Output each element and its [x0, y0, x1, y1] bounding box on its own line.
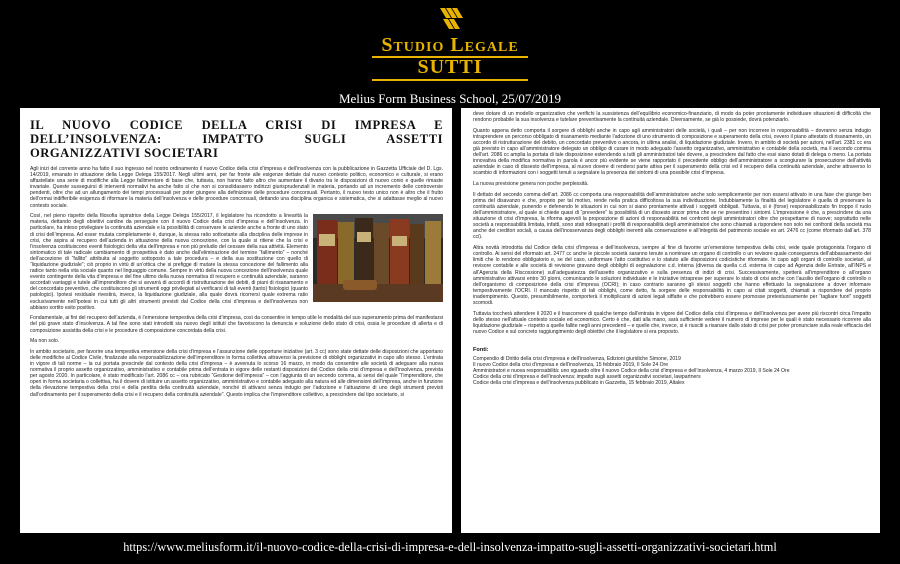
article-paragraph: Così, nel pieno rispetto della filosofia ispiratrice della Legge Delega 155/2017, il legislatore ha ricondotto a linearità la materia, dettando degli obiettivi cardine da perseguire con il nuovo Codice della crisi d’impresa e dell’insolvenza. In particolare, ha inteso privilegiare la continuità aziendale e la possibilità di conservare le aziende anche a fronte di uno stato di crisi dell’impresa. Ad esser mutata completamente è, dunque, la stessa ratio sottostante alla disciplina delle imprese in crisi, che aspira al recupero dell’azienda in attuazione della nuova concezione, con la quale si ritiene che la crisi e l’insolvenza costituiscono eventi fisiologici della vita dell’impresa e non più preludio del cessare della sua attività. Elemento sintomatico di tale radicale cambiamento di prospettiva è dato anche dall’eliminazione del termine “fallimento” – nonché dell’accezione di “fallito” attribuita al soggetto sottoposto a tale procedura – e della sua sostituzione con quello di “liquidazione giudiziale”; ciò proprio in virtù di un’ottica che si prefigge di mutare la stessa concezione del fallimento alla radice tanto nella vita sociale quanto nel linguaggio comune. Sempre in virtù della nuova concezione dell’insolvenza quale evento contingente della vita d’impresa e del fine ultimo della nuova normativa di recupero e continuità aziendale, saranno accordati vantaggi e tutele all’imprenditore che si avvarrà di accordi di ristrutturazione dei debiti, di piani di risanamento e del concordato preventivo, che costituiscono gli strumenti oggi privilegiati al verificarsi di tali eventi (tanto) fisiologici (quanto patologici). Ipotesi residuale rivestirà, invece, la liquidazione giudiziale, alla quale dovrà ricorrersi quale extrema ratio esclusivamente nell’ipotesi in cui tutti gli altri strumenti previsti dal Codice della crisi d’impresa e dell’insolvenza non abbiano sortito esito positivo.	[30, 213, 308, 311]
law-books-photo	[313, 214, 443, 302]
article-paragraph: Altra novità introdotta dal Codice della crisi d’impresa e dell’insolvenza, sempre al fine di favorire un’emersione tempestiva della crisi, vede quale protagonista l’organo di controllo. Ai sensi del riformato art. 2477 cc anche le piccole società saranno tenute a nominare un organo di controllo o un revisore quale conseguenza dell’abbassamento dei limiti che lo rendono obbligatorio e, se del caso, uniformare l’atto costitutivo e lo statuto alle disposizioni codicistiche riformate. In capo agli organi di controllo societari, al revisore contabile e alle società di revisione gravano degli obblighi di segnalazione c.d. interna (diversa da quella c.d. esterna in capo ad Agenzia delle Entrate, all’INPS e all’Agenzia della Riscossione) sull’adeguatezza dell’assetto organizzativo e sulla presenza di indizi di crisi. Successivamente, spetterà all’imprenditore o all’organo amministrativo attivarsi entro 30 giorni, comunicando le soluzioni individuate e le iniziative intraprese per superare lo stato di crisi anche con l’ausilio dell’organo di controllo o dell’organismo di composizione della crisi d’impresa (OCRI); in caso contrario saranno gli stessi soggetti che hanno effettuato la segnalazione a dover informare tempestivamente l’OCRI. Il mancato rispetto di tali obblighi, come detto, fa sorgere delle responsabilità in capo ai citati soggetti, chiamati a rispondere del proprio inadempimento. Questo, presumibilmente, comporterà il moltiplicarsi di azioni legali siffatte e che potrebbero essere promosse pretestuosamente per “tagliare fuori” soggetti scomodi.	[473, 245, 871, 306]
article-paragraph: Quanto appena detto comporta il sorgere di obblighi anche in capo agli amministratori delle società, i quali – per non incorrere in responsabilità – dovranno senza indugio intraprendere un percorso obbligato di risanamento mediante l’adozione di uno strumento di composizione e superamento della crisi, ovvero il piano attestato di risanamento, un accordo di ristrutturazione del debito, un concordato preventivo o ancora, in ultima analisi, di liquidazione giudiziale. Invero, in ambito di società per azioni, nell’art. 2381 cc era già previsto in capo all’amministratore delegato un obbligo di curare in modo adeguato l’assetto organizzativo, amministrativo e contabile della società, ma il secondo comma dell’art. 2086 cc amplia la portata di tale disposizione estendendo a tutti gli amministratori tale dovere, a prescindere dal fatto che essi siano dotati di delega o meno. La portata innovativa della modifica normativa in parola è ancor più evidente se viene rapportato il precedente obbligo dell’amministratore a scongiurare la prosecuzione dell’attività aziendale in caso di dissesto dell’impresa, al nuovo dovere di rendersi parte attiva per il superamento della crisi ed il recupero della continuità aziendale, anche attraverso lo scambio di informazioni con i soggetti tenuti a segnalare la presenza dei sintomi di una possibile crisi d’impresa.	[473, 127, 871, 177]
brand-surname: SUTTI	[417, 56, 483, 78]
source-item: Codice della crisi d’impresa e dell’insolvenza pubblicato in Gazzetta, 15 febbraio 2019, Altalex	[473, 380, 685, 387]
source-item: Amministratori e nuova responsabilità: uno sguardo oltre il nuovo Codice della crisi d’impresa e dell’insolvenza, 4 marzo 2019, Il Sole 24 Ore	[473, 368, 790, 375]
page-subtitle: Melius Form Business School, 25/07/2019	[338, 91, 562, 106]
article-paragraph: La nuova previsione genera non poche perplessità.	[473, 181, 589, 188]
article-paragraph: Fondamentale, ai fini del recupero dell’azienda, è l’emersione tempestiva della crisi d’impresa, così da consentire in tempo utile le modalità del suo superamento prima del manifestarsi del più grave stato d’insolvenza. A tal fine sono stati introdotti sia nuovo degli istituti che favoriscono la denuncia e soluzione dello stato di crisi, ossia le procedure di allerta e di composizione assistita della crisi e le procedure di composizione concordata della crisi.	[30, 315, 443, 334]
article-paragraph: Ma non solo.	[30, 338, 60, 345]
studio-logo-icon	[437, 6, 463, 32]
source-item: Compendio di Diritto della crisi d’impresa e dell’insolvenza, Edizioni giuridiche Simone, 2019	[473, 356, 681, 363]
brand-name: Studio Legale	[381, 34, 519, 56]
article-paragraph: Agli inizi del corrente anno ha fatto il suo ingresso nel nostro ordinamento il nuovo Codice della crisi d’impresa e dell’insolvenza con la pubblicazione in Gazzetta Ufficiale del D. Lgs. 14/2019, emanato in attuazione della Legge Delega 155/2017. Negli ultimi anni, per far fronte alle esigenze dettate dal nuovo contesto politico, economico e culturale, si erano affastellate una serie di modifiche alla Legge fallimentare di base che, tuttavia, non hanno fatto altro che aumentare il divario tra le disposizioni di nuovo conio e quelle rimaste invariate. Queste susseguirsi di interventi normativi ha anche fatto sì che non si consolidassero indirizzi giurisprudenziali in materia, portando ad un incremento delle controversie pendenti, oltre che ad un allungamento dei tempi processuali per poter giungere alla definizione delle procedure concorsuali. Pertanto, il nuovo testo unico non è altro che il frutto dell’ormai indifferibile esigenza di riformare la materia dell’insolvenza e delle procedure concorsuali, dettando una disciplina organica e sistematica, che si adattasse meglio al nuovo contesto sociale.	[30, 166, 443, 209]
sources-heading: Fonti:	[473, 347, 489, 354]
article-paragraph: deve dotare di un modello organizzativo che verifichi la sussistenza dell’equilibrio economico-finanziario, di modo da poter prontamente individuare situazioni di difficoltà che rendono probabile la sua insolvenza e tutelare preventivamente la continuità aziendale. Diversamente, se già lo possiede, dovrà potenziarlo.	[473, 111, 871, 124]
source-item: Codice della crisi d’impresa e dell’insolvenza: impatto sugli assetti organizzativi societari, lawpartners	[473, 374, 701, 381]
source-item: Il nuovo Codice della crisi d’impresa e dell’insolvenza, 15 febbraio 2019, Il Sole 24 Ore	[473, 362, 669, 369]
brand-divider-bottom	[372, 79, 528, 81]
article-page-right	[461, 108, 880, 533]
sources-list	[473, 356, 871, 386]
article-paragraph: Tuttavia toccherà attendere il 2020 e il trascorrere di qualche tempo dall’entrata in vigore del Codice della crisi d’impresa e dell’insolvenza per avere più riscontri circa l’impatto dello stesso nell’attuale contesto sociale ed economico. Certo è che, dati alla mano, sarà sufficiente vedere il numero di imprese per le quali è stato necessario ricorrere alla liquidazione giudiziale – rispetto a quelle fallite negli anni precedenti – e quelle che, invece, si è riusciti a risanare dallo stato di crisi per poter pronunciare sulla reale efficacia del nuovo Codice e sul concreto raggiungimento degli obiettivi che il legislatore si era proposto.	[473, 310, 871, 335]
footer-url[interactable]: https://www.meliusform.it/il-nuovo-codice-della-crisi-di-impresa-e-dell-insolvenza-impatto-sugli-assetti-organizzativi-societari.html	[123, 540, 777, 554]
article-page-left	[20, 108, 452, 533]
article-paragraph: In ambito societario, per favorire una tempestiva emersione della crisi d’impresa e l’assunzione delle opportune iniziative (art. 3 cc) sono state dettate delle disposizioni che apportano delle modifiche al Codice Civile, finalizzate alla responsabilizzazione dell’imprenditore in forma collettiva attraverso la previsione di obblighi organizzativi in capo allo stesso. L’entrata in vigore di tali norme – la cui portata prescinde dal contesto della crisi d’impresa – è avvenuta lo scorso 16 marzo, in modo da consentire alle società di adeguare alla nuova normativa il proprio assetto organizzativo, amministrativo e contabile prima dell’entrata in vigore delle restanti disposizioni del Codice della crisi d’impresa e dell’insolvenza, prevista per agosto 2020. In particolare, è stato modificato l’art. 2086 cc – ora rubricato “Gestione dell’impresa” – con l’aggiunta di un secondo comma, ai sensi del quale “l’imprenditore, che operi in forma societaria o collettiva, ha il dovere di istituire un assetto organizzativo, amministrativo e contabile adeguato alla natura ed alle dimensioni dell’impresa, anche in funzione della rilevazione tempestiva della crisi e della perdita della continuità aziendale, nonché di attivarsi senza indugio per l’adozione e l’attuazione di uno degli strumenti previsti dall’ordinamento per il superamento della crisi e il recupero della continuità aziendale”. Questo implica che l’imprenditore collettivo, a prescindere dal tipo societario, si	[30, 348, 443, 398]
article-paragraph: Il dettato del secondo comma dell’art. 2086 cc comporta una responsabilità dell’amministratore anche solo semplicemente per non essersi attivato in una fase che giunge ben prima del disavanzo e che, proprio per tal motivo, rende nella pratica difficoltosa la sua individuazione. Indubbiamente la finalità del legislatore è quella di preservare la continuità aziendale, punendo e defenendo le situazioni in cui non si siano prontamente attivati i soggetti obbligati. Tuttavia, si è (forse) responsabilizzato fin troppo il ruolo dell’amministratore, al quale si chiede quasi di “prevedere” la possibilità di un dissesto ancor prima che se ne presentino i sintomi. L’impressione è che, a prescindere da una situazione di crisi d’impresa, la riforma agevoli la proposizione di azioni di responsabilità nei confronti degli amministratori oltre che prospettarne di nuove; soprattutto nelle società a responsabilità limitata, infatti, sono stati ridisegnati i profili di responsabilità degli amministratori che sono chiamati a rispondere non solo nei confronti della società ma anche dei creditori sociali, a causa dell’inosservanza degli obblighi inerenti alla conservazione e all’integrità del patrimonio sociale ex art. 2476 cc (come riformato dall’art. 378 cci).	[473, 191, 871, 241]
article-title: IL NUOVO CODICE DELLA CRISI DI IMPRESA E DELL’INSOLVENZA: IMPATTO SUGLI ASSETTI ORGANIZZATIVI SOCIETARI	[30, 118, 443, 160]
